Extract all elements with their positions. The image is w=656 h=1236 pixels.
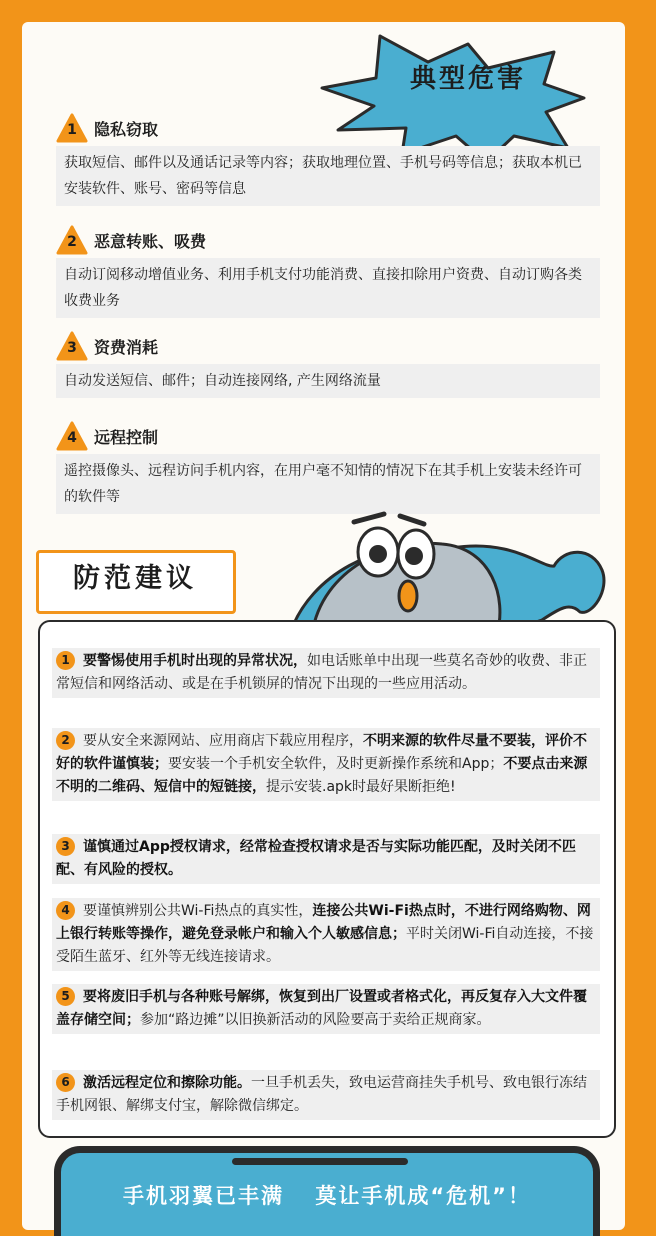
advice-text: 要安装一个手机安全软件，及时更新操作系统和App； (168, 756, 504, 772)
hazard-number: 1 (67, 122, 77, 138)
advice-emphasis: 激活远程定位和擦除功能。 (83, 1075, 251, 1091)
advice-title: 防范建议 (73, 563, 197, 594)
hazard-description: 获取短信、邮件以及通话记录等内容；获取地理位置、手机号码等信息；获取本机已安装软件、账号、密码等信息 (56, 146, 600, 206)
advice-text: 要谨慎辨别公共Wi-Fi热点的真实性， (83, 903, 313, 919)
hazard-title: 远程控制 (94, 427, 159, 447)
slogan: 手机羽翼已丰满 莫让手机成“危机”！ (123, 1184, 531, 1208)
advice-text: 参加“路边摊”以旧换新活动的风险要高于卖给正规商家。 (140, 1012, 491, 1028)
advice-number: 3 (56, 837, 75, 856)
advice-emphasis: 不明来源的软件尽量不要装，评价不好的软件谨慎装； (56, 733, 587, 772)
advice-item (52, 648, 600, 698)
advice-emphasis: 要警惕使用手机时出现的异常状况， (83, 653, 307, 669)
advice-text: 提示安装.apk时最好果断拒绝! (266, 779, 456, 795)
advice-emphasis: 不要点击来源不明的二维码、短信中的短链接， (56, 756, 588, 795)
hazard-title: 资费消耗 (94, 337, 159, 357)
warning-triangle-icon (56, 421, 88, 451)
advice-number: 5 (56, 987, 75, 1006)
advice-emphasis: 要将废旧手机与各种账号解绑，恢复到出厂设置或者格式化，再反复存入大文件覆盖存储空间； (56, 989, 587, 1028)
warning-triangle-icon (56, 113, 88, 143)
hazards-title: 典型危害 (409, 64, 526, 94)
hazard-item (56, 224, 600, 318)
hazard-number: 4 (67, 430, 77, 446)
hazard-title: 隐私窃取 (94, 119, 159, 139)
advice-item (52, 834, 600, 884)
advice-item (52, 1070, 600, 1120)
advice-text: 要从安全来源网站、应用商店下载应用程序， (83, 733, 363, 749)
hazard-item (56, 420, 600, 514)
warning-triangle-icon (56, 331, 88, 361)
hazard-description: 自动发送短信、邮件；自动连接网络, 产生网络流量 (56, 364, 600, 398)
advice-number: 6 (56, 1073, 75, 1092)
advice-number: 4 (56, 901, 75, 920)
advice-emphasis: 谨慎通过App授权请求，经常检查授权请求是否与实际功能匹配，及时关闭不匹配、有风险的授权。 (56, 839, 576, 878)
hazard-description: 遥控摄像头、远程访问手机内容，在用户毫不知情的情况下在其手机上安装未经许可的软件等 (56, 454, 600, 514)
hazard-description: 自动订阅移动增值业务、利用手机支付功能消费、直接扣除用户资费、自动订购各类收费业务 (56, 258, 600, 318)
hazard-item (56, 330, 600, 398)
hazard-number: 2 (67, 234, 77, 250)
advice-text: 如电话账单中出现一些莫名奇妙的收费、非正常短信和网络活动、或是在手机锁屏的情况下出现的一些应用活动。 (56, 653, 587, 692)
warning-triangle-icon (56, 225, 88, 255)
advice-item (52, 898, 600, 971)
hazard-item (56, 112, 600, 206)
hazard-number: 3 (67, 340, 77, 356)
advice-number: 2 (56, 731, 75, 750)
advice-number: 1 (56, 651, 75, 670)
advice-item (52, 728, 600, 801)
hazard-title: 恶意转账、吸费 (94, 231, 207, 251)
phone-speaker (232, 1158, 408, 1165)
advice-item (52, 984, 600, 1034)
advice-text: 一旦手机丢失，致电运营商挂失手机号、致电银行冻结手机网银、解绑支付宝，解除微信绑定。 (56, 1075, 587, 1114)
advice-text: 平时关闭Wi-Fi自动连接，不接受陌生蓝牙、红外等无线连接请求。 (56, 926, 594, 965)
mascot-illustration (292, 508, 610, 638)
advice-emphasis: 连接公共Wi-Fi热点时，不进行网络购物、网上银行转账等操作，避免登录帐户和输入个人敏感信息； (56, 903, 591, 942)
